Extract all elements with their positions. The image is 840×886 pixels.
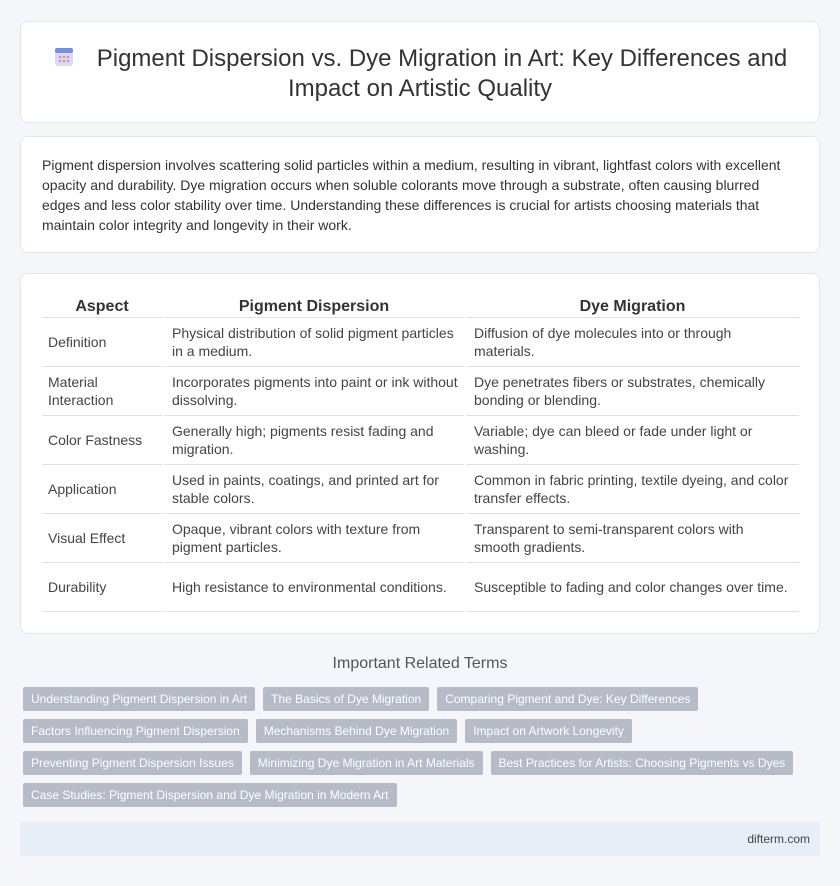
page-title: Pigment Dispersion vs. Dye Migration in Art: Key Differences and Impact on Artistic Quality: [96, 45, 788, 102]
table-row: [42, 464, 799, 513]
related-term-tag[interactable]: Factors Influencing Pigment Dispersion: [23, 719, 248, 743]
intro-paragraph: Pigment dispersion involves scattering solid particles within a medium, resulting in vibrant, lightfast colors with excellent opacity and durability. Dye migration occurs when soluble colorants move through a substrate, often causing blurred edges and less color stability over time. Understanding these differences is crucial for artists choosing materials that maintain color integrity and longevity in their work.: [42, 157, 781, 233]
row-pigment: High resistance to environmental conditions.: [163, 562, 465, 611]
table-row: [42, 415, 799, 464]
header-pigment-dispersion: Pigment Dispersion: [163, 295, 465, 317]
footer-site-link[interactable]: difterm.com: [747, 832, 810, 846]
row-pigment: Opaque, vibrant colors with texture from pigment particles.: [163, 513, 465, 562]
related-term-tag[interactable]: Preventing Pigment Dispersion Issues: [23, 751, 242, 775]
row-dye: Variable; dye can bleed or fade under light or washing.: [465, 415, 799, 464]
related-term-tag[interactable]: Comparing Pigment and Dye: Key Differences: [437, 687, 698, 711]
related-terms-list: [23, 687, 823, 815]
row-aspect: Color Fastness: [42, 415, 163, 464]
document-icon: [53, 46, 75, 68]
row-pigment: Used in paints, coatings, and printed art for stable colors.: [163, 464, 465, 513]
related-term-tag[interactable]: Impact on Artwork Longevity: [465, 719, 632, 743]
header-dye-migration: Dye Migration: [465, 295, 799, 317]
row-aspect: Material Interaction: [42, 366, 163, 415]
tag-row: [23, 783, 823, 807]
row-aspect: Visual Effect: [42, 513, 163, 562]
related-term-tag[interactable]: Mechanisms Behind Dye Migration: [256, 719, 457, 743]
table-row: [42, 562, 799, 611]
table-row: [42, 317, 799, 366]
related-term-tag[interactable]: Best Practices for Artists: Choosing Pigments vs Dyes: [491, 751, 794, 775]
title-card: [20, 21, 820, 123]
row-aspect: Durability: [42, 562, 163, 611]
related-term-tag[interactable]: Case Studies: Pigment Dispersion and Dye Migration in Modern Art: [23, 783, 397, 807]
row-aspect: Definition: [42, 317, 163, 366]
row-pigment: Incorporates pigments into paint or ink without dissolving.: [163, 366, 465, 415]
header-aspect: Aspect: [42, 295, 163, 317]
row-pigment: Generally high; pigments resist fading and migration.: [163, 415, 465, 464]
row-aspect: Application: [42, 464, 163, 513]
related-terms-title: Important Related Terms: [332, 655, 508, 672]
intro-card: [20, 136, 820, 253]
row-dye: Dye penetrates fibers or substrates, chemically bonding or blending.: [465, 366, 799, 415]
related-term-tag[interactable]: The Basics of Dye Migration: [263, 687, 429, 711]
tag-row: [23, 687, 823, 711]
row-dye: Common in fabric printing, textile dyeing, and color transfer effects.: [465, 464, 799, 513]
footer: [20, 822, 820, 856]
row-dye: Susceptible to fading and color changes over time.: [465, 562, 799, 611]
page-title-wrap: [21, 44, 819, 104]
table-row: [42, 513, 799, 562]
tag-row: [23, 719, 823, 743]
table-row: [42, 366, 799, 415]
related-term-tag[interactable]: Minimizing Dye Migration in Art Materials: [250, 751, 483, 775]
comparison-table: [42, 295, 799, 612]
row-dye: Diffusion of dye molecules into or through materials.: [465, 317, 799, 366]
comparison-card: [20, 273, 820, 634]
row-dye: Transparent to semi-transparent colors with smooth gradients.: [465, 513, 799, 562]
related-term-tag[interactable]: Understanding Pigment Dispersion in Art: [23, 687, 255, 711]
table-header-row: [42, 295, 799, 317]
row-pigment: Physical distribution of solid pigment particles in a medium.: [163, 317, 465, 366]
tag-row: [23, 751, 823, 775]
